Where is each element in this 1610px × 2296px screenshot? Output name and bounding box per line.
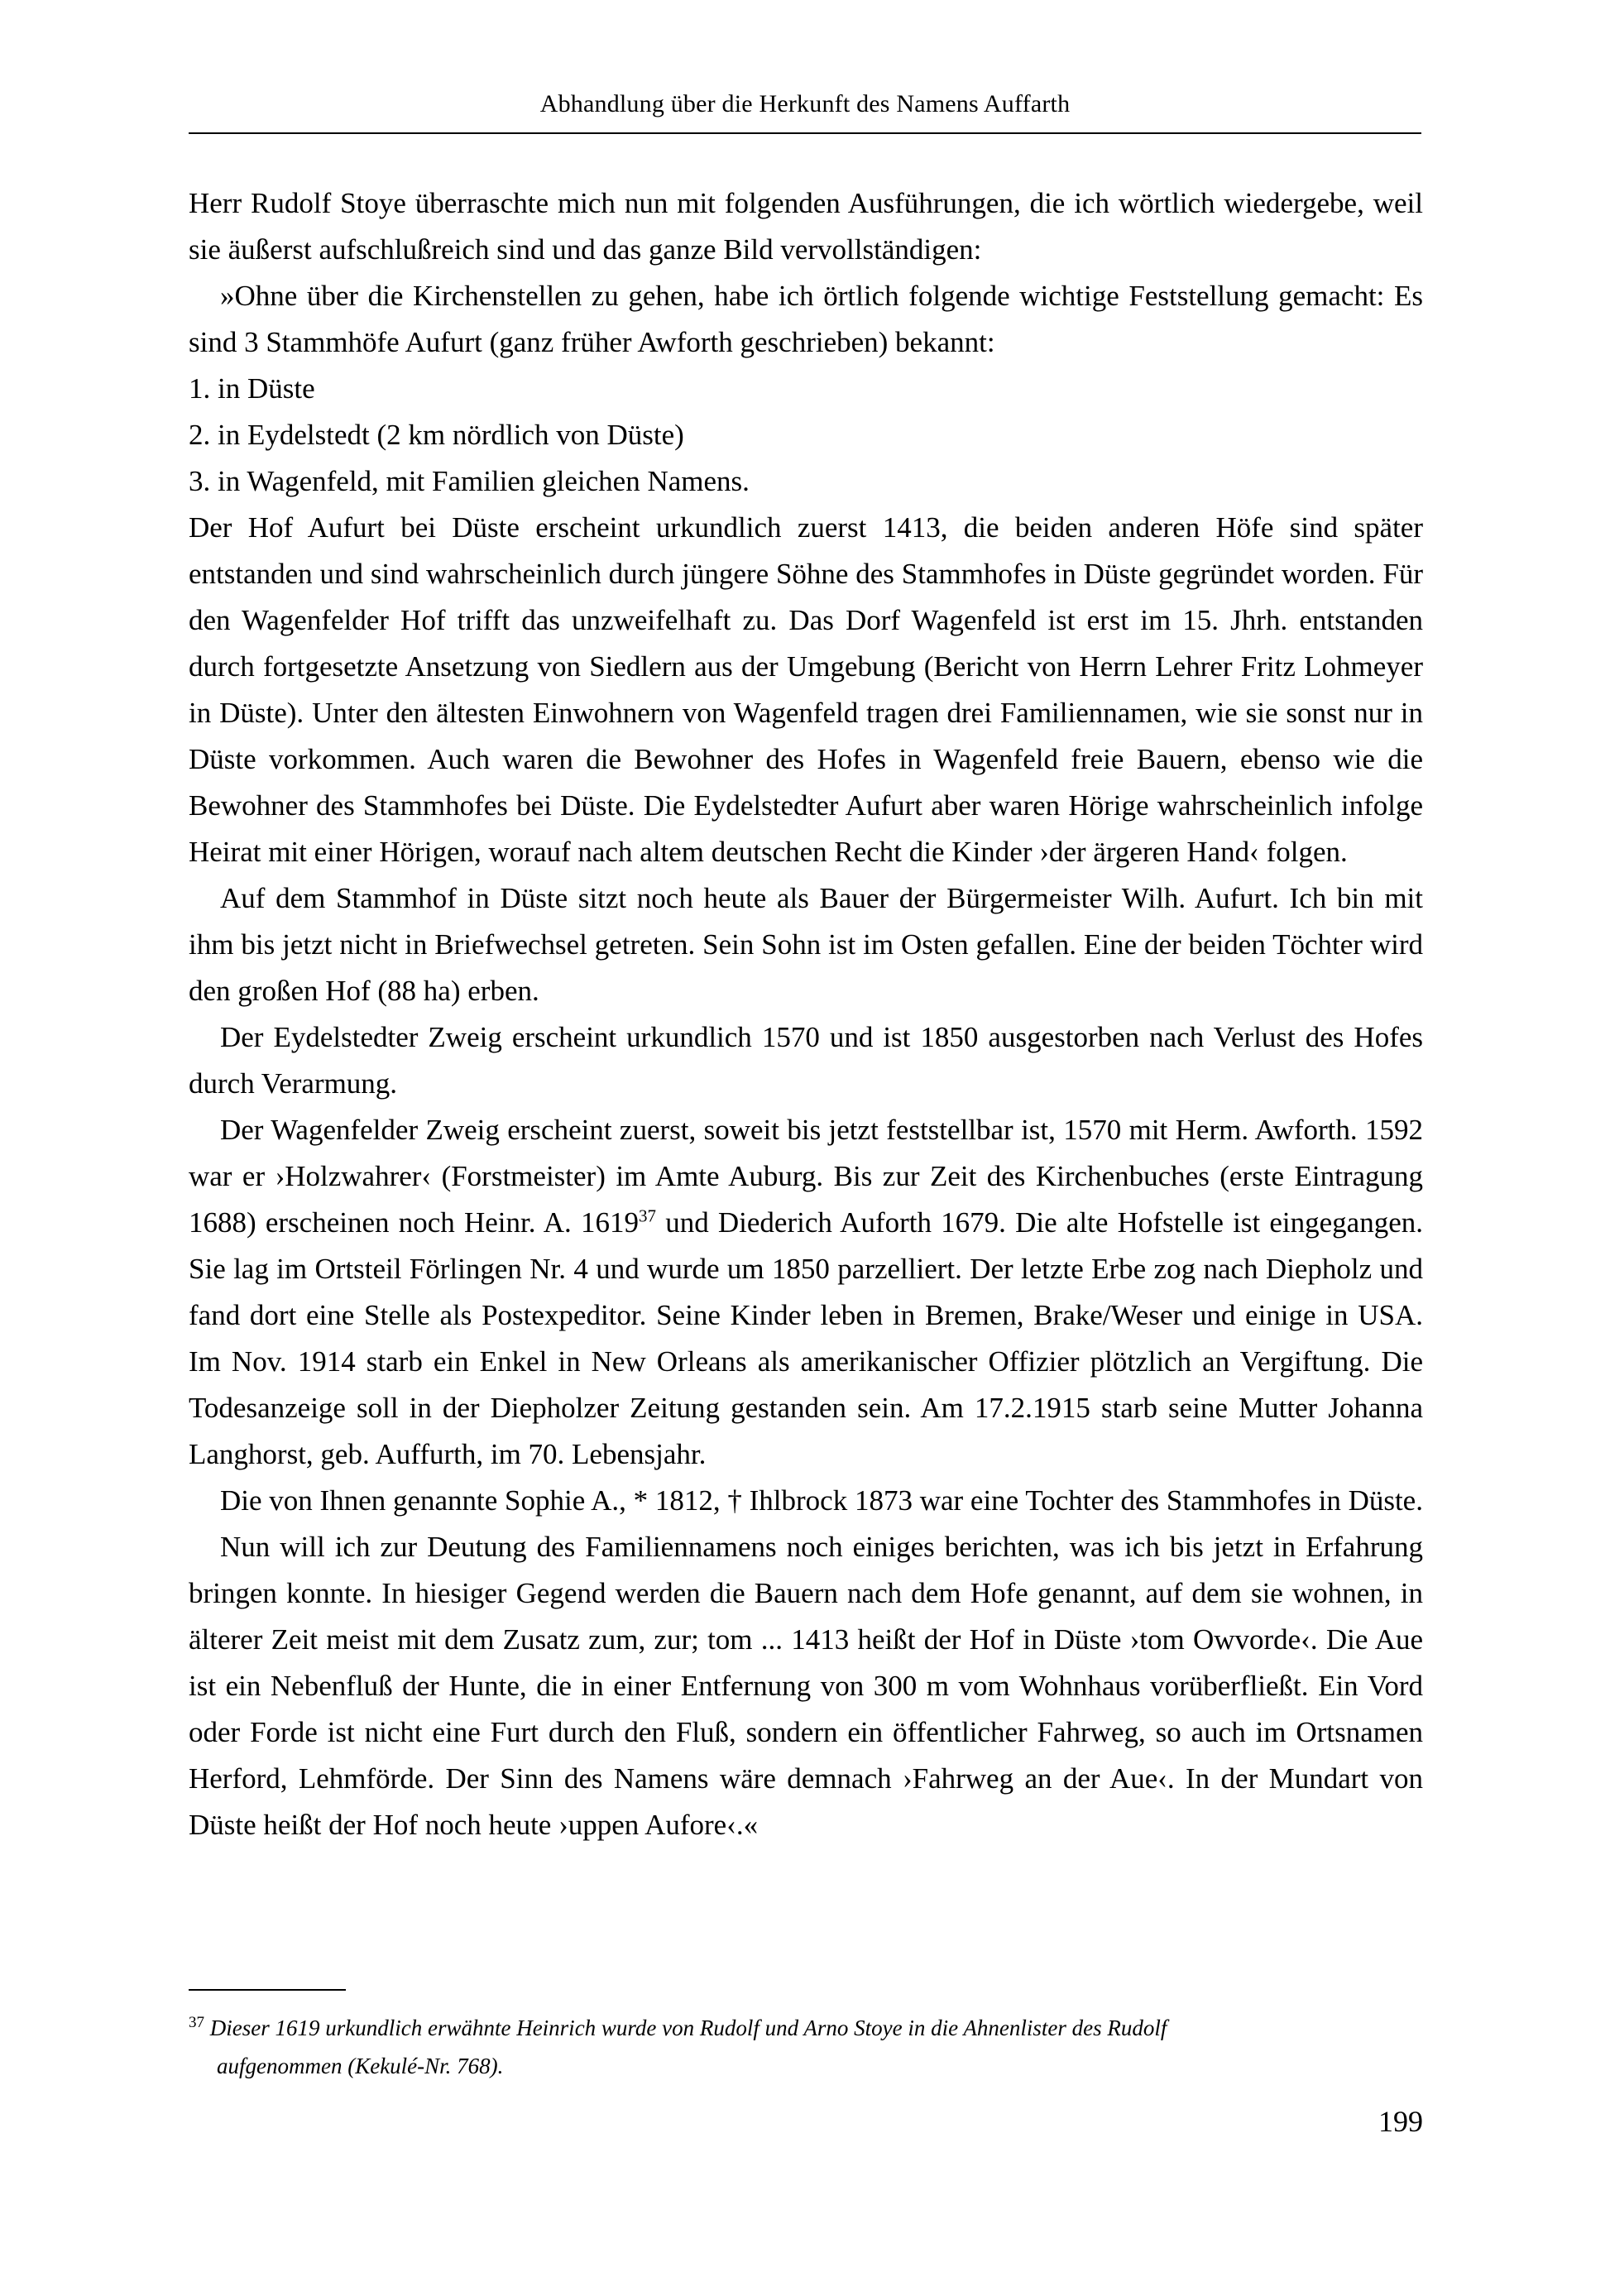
footnote-text-line-1: Dieser 1619 urkundlich erwähnte Heinrich wurde von Rudolf und Arno Stoye in die Ahnenlister des Rudolf [209,2016,1167,2040]
header-rule [189,132,1421,134]
footnote-reference-marker[interactable]: 37 [638,1206,656,1226]
paragraph: Die von Ihnen genannte Sophie A., * 1812, † Ihlbrock 1873 war eine Tochter des Stammhofes in Düste. [220,1484,1423,1517]
paragraph: Herr Rudolf Stoye überraschte mich nun mit folgenden Ausführungen, die ich wörtlich wiedergebe, weil sie äußerst aufschlußreich sind und das ganze Bild vervollständigen: [189,187,1423,266]
footnote-text-line-2: aufgenommen (Kekulé-Nr. 768). [217,2054,504,2078]
paragraph: Der Eydelstedter Zweig erscheint urkundlich 1570 und ist 1850 ausgestorben nach Verlust des Hofes durch Verarmung. [189,1021,1423,1100]
list-item: 2. in Eydelstedt (2 km nördlich von Düste) [189,419,684,451]
running-header [189,89,1421,119]
list-item: 1. in Düste [189,372,315,405]
body-text [189,180,1423,1848]
page-number: 199 [1378,2105,1423,2138]
header-title: Abhandlung über die Herkunft des Namens Auffarth [539,90,1071,117]
paragraph-text-after-footnote: und Diederich Auforth 1679. Die alte Hofstelle ist eingegangen. Sie lag im Ortsteil Förlingen Nr. 4 und wurde um 1850 parzelliert. Der letzte Erbe zog nach Diepholz und fand dort eine Stelle als Postexpeditor. Seine Kinder leben in Bremen, Brake/Weser und einige in USA. Im Nov. 1914 starb ein Enkel in New Orleans als amerikanischer Offizier plötzlich an Vergiftung. Die Todesanzeige soll in der Diepholzer Zeitung gestanden sein. Am 17.2.1915 starb seine Mutter Johanna Langhorst, geb. Auffurth, im 70. Lebensjahr. [189,1206,1424,1470]
paragraph-text-before-footnote: Der Wagenfelder Zweig erscheint zuerst, soweit bis jetzt feststellbar ist, 1570 mit Herm. Awforth. 1592 war er ›Holzwahrer‹ (Forstmeister) im Amte Auburg. Bis zur Zeit des Kirchenbuches (erste Eintragung 1688) erscheinen noch Heinr. A. 1619 [189,1114,1423,1239]
paragraph: »Ohne über die Kirchenstellen zu gehen, habe ich örtlich folgende wichtige Feststellung gemacht: Es sind 3 Stammhöfe Aufurt (ganz früher Awforth geschrieben) bekannt: [189,280,1423,358]
footnote-number: 37 [189,2014,204,2031]
list-item: 3. in Wagenfeld, mit Familien gleichen Namens. [189,465,750,497]
paragraph: Nun will ich zur Deutung des Familiennamens noch einiges berichten, was ich bis jetzt in Erfahrung bringen konnte. In hiesiger Gegend werden die Bauern nach dem Hofe genannt, auf dem sie wohnen, in älterer Zeit meist mit dem Zusatz zum, zur; tom ... 1413 heißt der Hof in Düste ›tom Owvorde‹. Die Aue ist ein Nebenfluß der Hunte, die in einer Entfernung von 300 m vom Wohnhaus vorüberfließt. Ein Vord oder Forde ist nicht eine Furt durch den Fluß, sondern ein öffentlicher Fahrweg, so auch im Ortsnamen Herford, Lehmförde. Der Sinn des Namens wäre demnach ›Fahrweg an der Aue‹. In der Mundart von Düste heißt der Hof noch heute ›uppen Aufore‹.« [189,1531,1423,1841]
footnote-separator-rule [189,1989,346,1991]
paragraph-with-footnote [189,1107,1423,1478]
paragraph: Auf dem Stammhof in Düste sitzt noch heute als Bauer der Bürgermeister Wilh. Aufurt. Ich bin mit ihm bis jetzt nicht in Briefwechsel getreten. Sein Sohn ist im Osten gefallen. Eine der beiden Töchter wird den großen Hof (88 ha) erben. [189,882,1423,1007]
footnote-block [189,2009,1423,2085]
paragraph: Der Hof Aufurt bei Düste erscheint urkundlich zuerst 1413, die beiden anderen Höfe sind später entstanden und sind wahrscheinlich durch jüngere Söhne des Stammhofes in Düste gegründet worden. Für den Wagenfelder Hof trifft das unzweifelhaft zu. Das Dorf Wagenfeld ist erst im 15. Jhrh. entstanden durch fortgesetzte Ansetzung von Siedlern aus der Umgebung (Bericht von Herrn Lehrer Fritz Lohmeyer in Düste). Unter den ältesten Einwohnern von Wagenfeld tragen drei Familiennamen, wie sie sonst nur in Düste vorkommen. Auch waren die Bewohner des Hofes in Wagenfeld freie Bauern, ebenso wie die Bewohner des Stammhofes bei Düste. Die Eydelstedter Aufurt aber waren Hörige wahrscheinlich infolge Heirat mit einer Hörigen, worauf nach altem deutschen Recht die Kinder ›der ärgeren Hand‹ folgen. [189,511,1423,868]
